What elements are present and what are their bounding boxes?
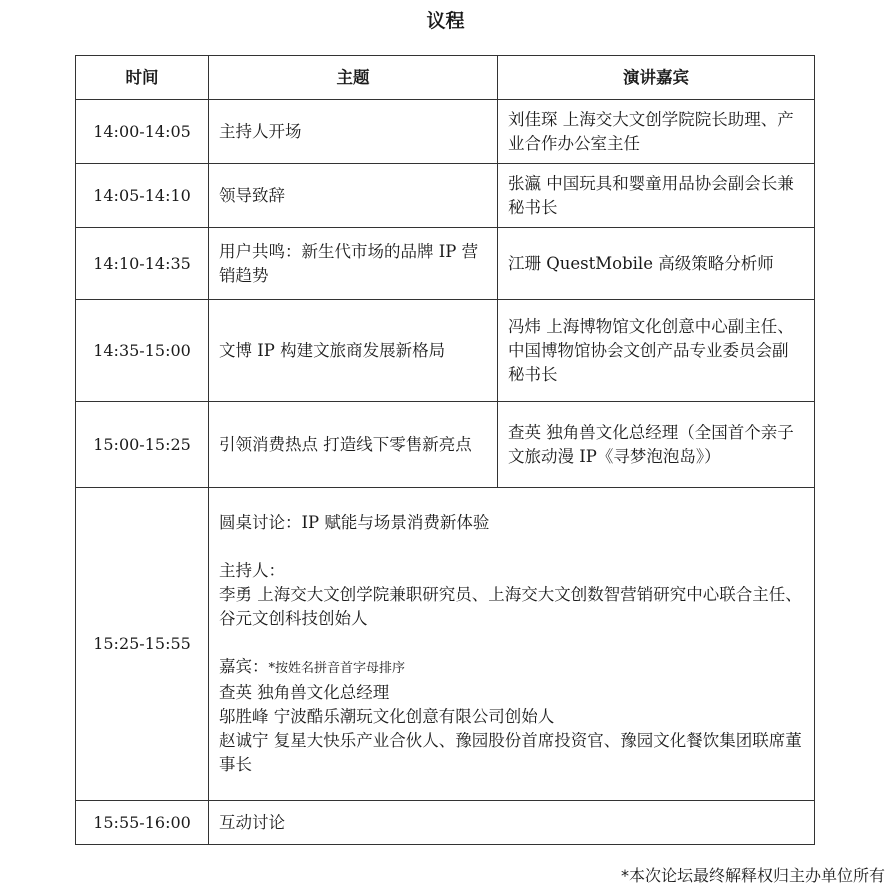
table-row-roundtable [76, 488, 815, 801]
row-speaker: 冯炜 上海博物馆文化创意中心副主任、中国博物馆协会文创产品专业委员会副秘书长 [498, 300, 815, 402]
row-topic: 领导致辞 [209, 164, 498, 228]
table-row [76, 100, 815, 164]
roundtable-topic: 圆桌讨论：IP 赋能与场景消费新体验 [219, 513, 490, 532]
table-row [76, 300, 815, 402]
roundtable-details [209, 488, 815, 801]
row-speaker: 张瀛 中国玩具和婴童用品协会副会长兼秘书长 [498, 164, 815, 228]
guest-item: 查英 独角兽文化总经理 [219, 683, 390, 702]
host-label: 主持人： [219, 561, 285, 580]
row-topic: 引领消费热点 打造线下零售新亮点 [209, 402, 498, 488]
header-time: 时间 [76, 56, 209, 100]
footer-note: *本次论坛最终解释权归主办单位所有 [620, 866, 885, 885]
table-row [76, 402, 815, 488]
row-time: 15:00-15:25 [76, 402, 209, 488]
row-time: 14:00-14:05 [76, 100, 209, 164]
row-speaker: 刘佳琛 上海交大文创学院院长助理、产业合作办公室主任 [498, 100, 815, 164]
row-topic: 互动讨论 [209, 801, 815, 845]
row-time: 14:10-14:35 [76, 228, 209, 300]
guest-item: 邬胜峰 宁波酷乐潮玩文化创意有限公司创始人 [219, 707, 555, 726]
table-row [76, 164, 815, 228]
row-topic: 主持人开场 [209, 100, 498, 164]
row-time: 14:35-15:00 [76, 300, 209, 402]
header-speaker: 演讲嘉宾 [498, 56, 815, 100]
row-topic: 用户共鸣：新生代市场的品牌 IP 营销趋势 [209, 228, 498, 300]
row-speaker: 查英 独角兽文化总经理（全国首个亲子文旅动漫 IP《寻梦泡泡岛》） [498, 402, 815, 488]
table-row [76, 801, 815, 845]
host-info: 李勇 上海交大文创学院兼职研究员、上海交大文创数智营销研究中心联合主任、谷元文创科技创始人 [219, 585, 802, 628]
guests-label: 嘉宾： [219, 657, 269, 676]
row-time: 15:55-16:00 [76, 801, 209, 845]
row-speaker: 江珊 QuestMobile 高级策略分析师 [498, 228, 815, 300]
guest-item: 赵诚宁 复星大快乐产业合伙人、豫园股份首席投资官、豫园文化餐饮集团联席董事长 [219, 731, 802, 774]
row-topic: 文博 IP 构建文旅商发展新格局 [209, 300, 498, 402]
table-header-row [76, 56, 815, 100]
table-row [76, 228, 815, 300]
page-title: 议程 [426, 10, 465, 32]
guests-heading [219, 655, 804, 681]
row-time: 14:05-14:10 [76, 164, 209, 228]
header-topic: 主题 [209, 56, 498, 100]
row-time: 15:25-15:55 [76, 488, 209, 801]
guests-note: *按姓名拼音首字母排序 [268, 661, 406, 676]
agenda-table [75, 55, 815, 845]
